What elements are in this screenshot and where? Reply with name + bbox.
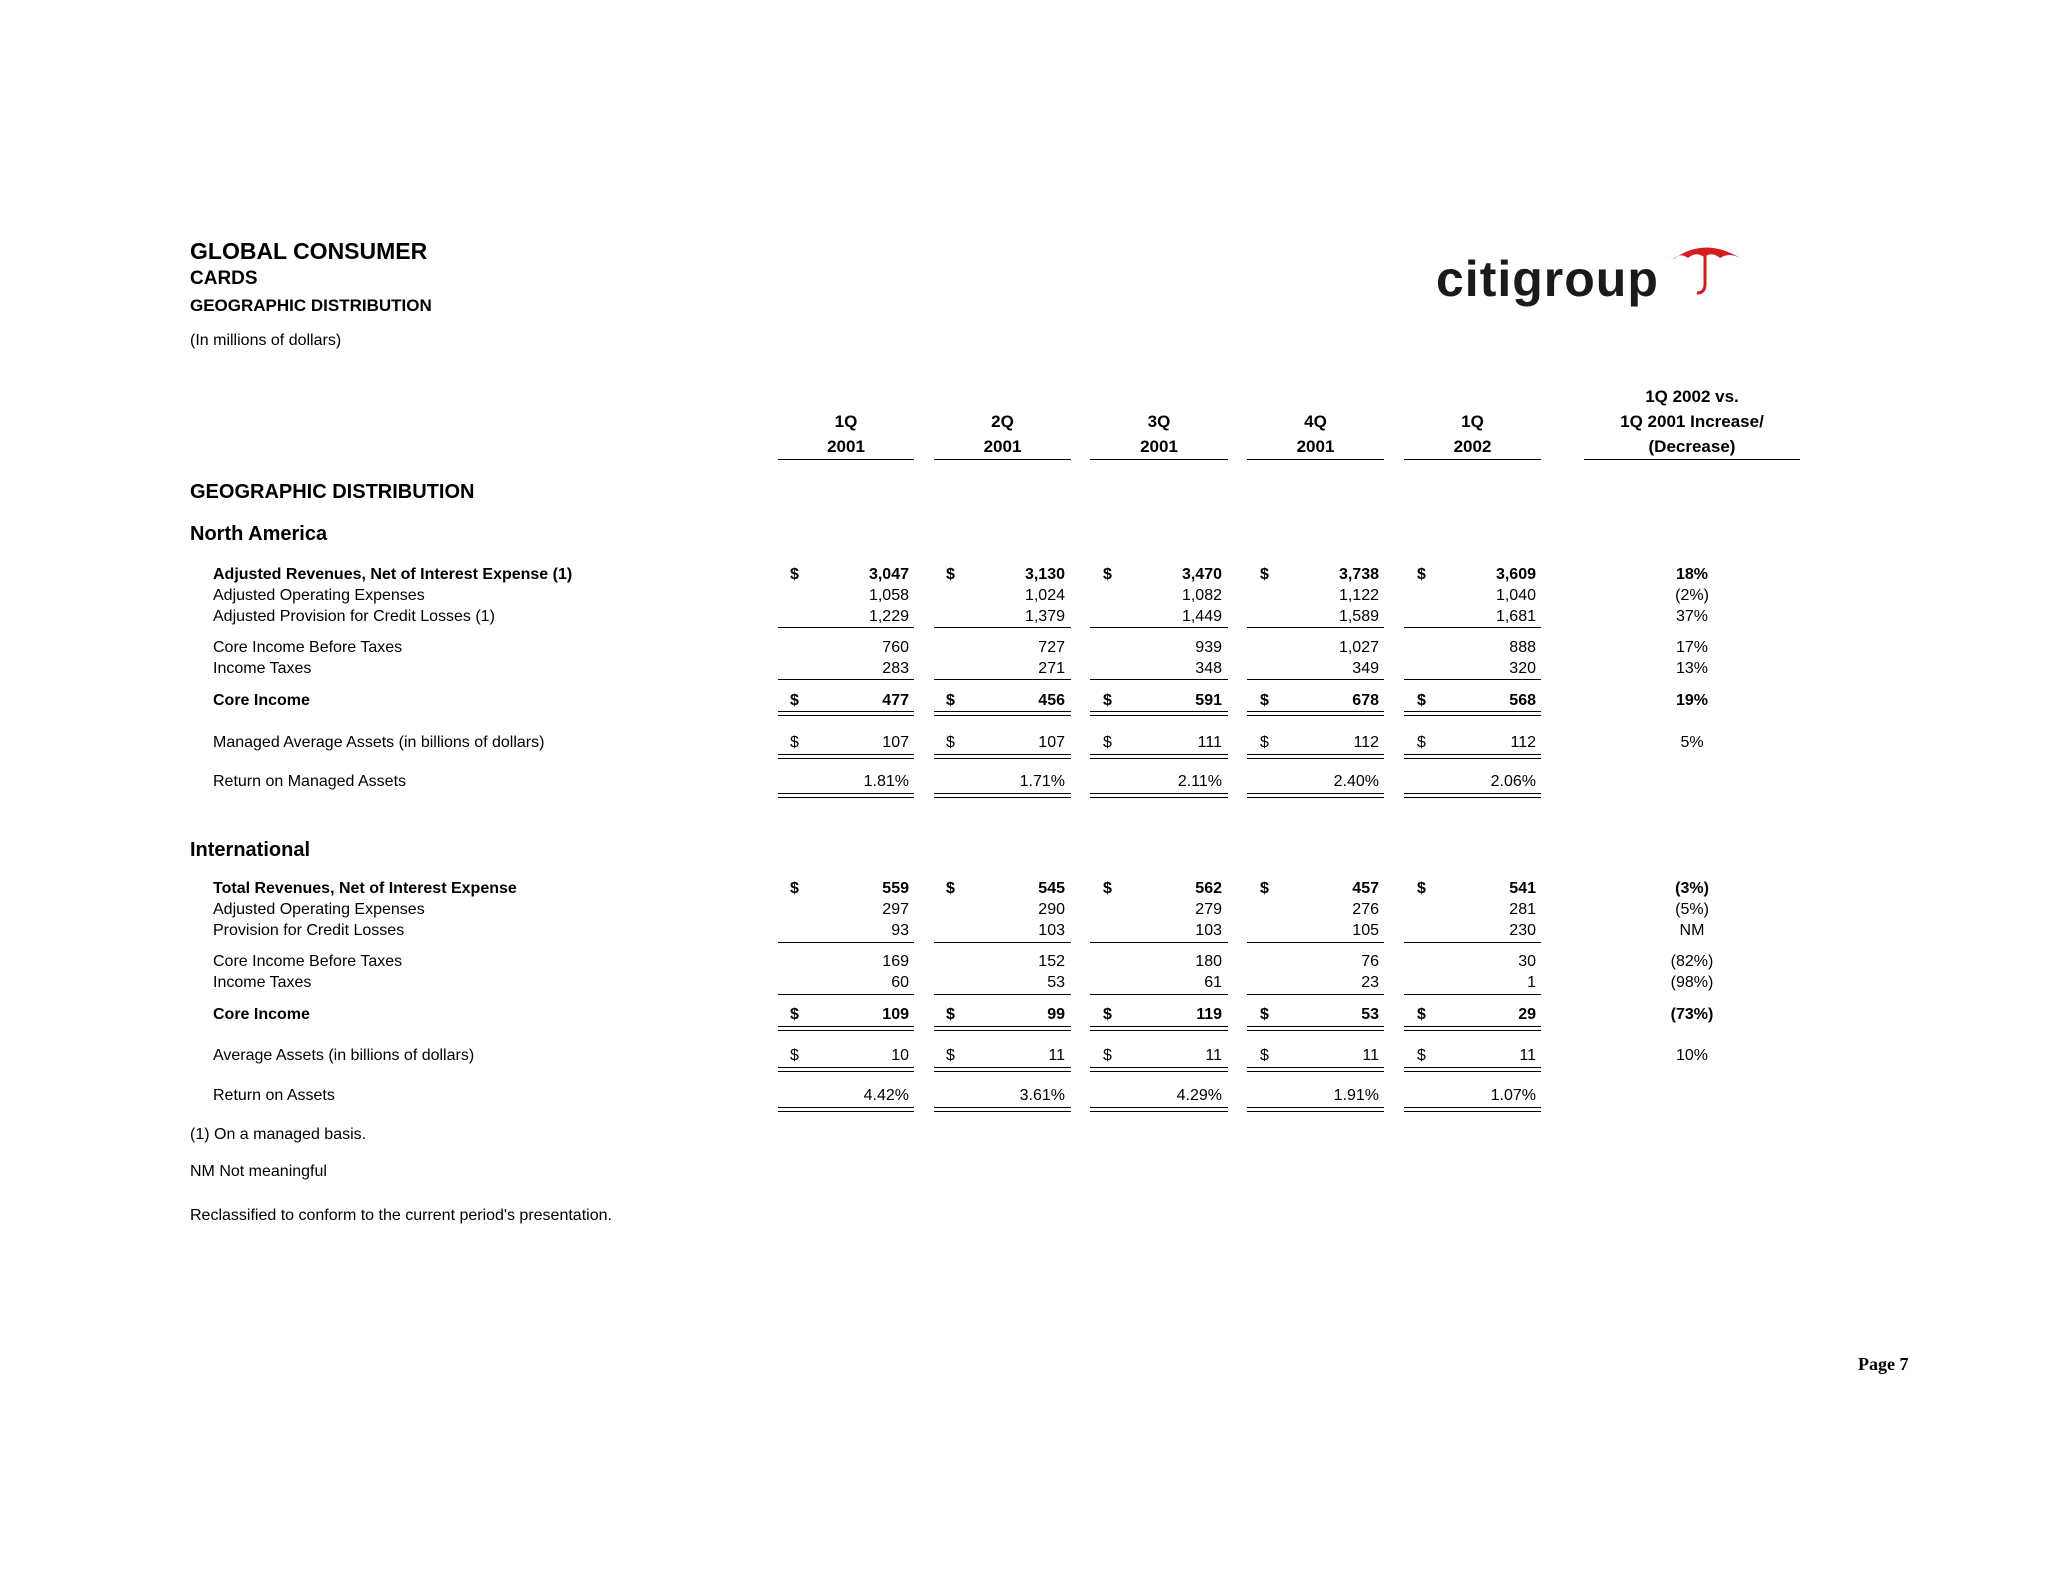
table-cell-value: 1,379 [1024, 608, 1065, 625]
currency-symbol: $ [1417, 566, 1426, 583]
subtotal-rule [1247, 627, 1384, 628]
table-cell-change: 18% [1675, 566, 1709, 583]
total-double-rule [934, 1067, 1071, 1068]
subtotal-rule [1090, 942, 1228, 943]
table-cell-value: 10 [891, 1047, 909, 1064]
total-double-rule [778, 1107, 914, 1108]
table-cell-value: 349 [1352, 660, 1379, 677]
table-row-label: Adjusted Operating Expenses [213, 587, 425, 604]
total-double-rule [1404, 754, 1541, 755]
table-row-label: Adjusted Operating Expenses [213, 901, 425, 918]
total-double-rule [934, 793, 1071, 794]
currency-symbol: $ [946, 734, 955, 751]
table-cell-value: 1,058 [868, 587, 909, 604]
table-cell-value: 2.40% [1333, 773, 1379, 790]
currency-symbol: $ [790, 692, 799, 709]
subtotal-rule [934, 679, 1071, 680]
table-cell-value: 23 [1361, 974, 1379, 991]
total-double-rule [1247, 754, 1384, 755]
change-header-line3: (Decrease) [1648, 437, 1736, 456]
table-cell-value: 112 [1510, 734, 1536, 751]
table-cell-value: 61 [1204, 974, 1222, 991]
total-double-rule [1090, 758, 1228, 759]
table-cell-value: 180 [1195, 953, 1222, 970]
total-double-rule [1090, 711, 1228, 712]
subtotal-rule [1404, 679, 1541, 680]
table-cell-value: 283 [882, 660, 909, 677]
table-cell-value: 760 [882, 639, 909, 656]
total-double-rule [1247, 797, 1384, 798]
table-row-label: Adjusted Provision for Credit Losses (1) [213, 608, 495, 625]
total-double-rule [1404, 715, 1541, 716]
total-double-rule [934, 715, 1071, 716]
total-double-rule [1247, 758, 1384, 759]
currency-symbol: $ [1103, 566, 1112, 583]
total-double-rule [934, 1111, 1071, 1112]
table-cell-value: 3,470 [1181, 566, 1222, 583]
total-double-rule [1247, 1030, 1384, 1031]
change-header-underline [1584, 459, 1800, 460]
column-header-year: 2002 [1453, 437, 1492, 456]
table-cell-value: 545 [1038, 880, 1065, 897]
table-cell-value: 888 [1509, 639, 1536, 656]
total-double-rule [1247, 1071, 1384, 1072]
subtotal-rule [934, 627, 1071, 628]
table-cell-value: 11 [1519, 1047, 1536, 1064]
total-double-rule [1090, 793, 1228, 794]
table-cell-value: 1.81% [863, 773, 909, 790]
table-cell-value: 1,024 [1024, 587, 1065, 604]
total-double-rule [1247, 711, 1384, 712]
currency-symbol: $ [1103, 734, 1112, 751]
total-double-rule [1090, 1030, 1228, 1031]
subtotal-rule [934, 942, 1071, 943]
table-cell-change: (2%) [1675, 587, 1709, 604]
column-header-quarter: 2Q [991, 412, 1014, 431]
table-cell-value: 230 [1509, 922, 1536, 939]
table-cell-value: 1,589 [1338, 608, 1379, 625]
subtotal-rule [778, 627, 914, 628]
table-cell-value: 281 [1509, 901, 1536, 918]
table-cell-value: 1.91% [1333, 1087, 1379, 1104]
table-cell-value: 727 [1038, 639, 1065, 656]
table-cell-value: 3,609 [1495, 566, 1536, 583]
total-double-rule [778, 715, 914, 716]
total-double-rule [1404, 758, 1541, 759]
table-cell-value: 3,130 [1024, 566, 1065, 583]
table-cell-value: 568 [1509, 692, 1536, 709]
total-double-rule [778, 797, 914, 798]
table-cell-value: 348 [1195, 660, 1222, 677]
subtotal-rule [1090, 627, 1228, 628]
total-double-rule [1090, 797, 1228, 798]
total-double-rule [1247, 715, 1384, 716]
subtotal-rule [1247, 942, 1384, 943]
table-cell-value: 99 [1047, 1006, 1065, 1023]
column-header-underline [778, 459, 914, 460]
total-double-rule [1090, 1071, 1228, 1072]
total-double-rule [778, 793, 914, 794]
table-cell-value: 290 [1038, 901, 1065, 918]
total-double-rule [1090, 715, 1228, 716]
table-cell-change: (82%) [1670, 953, 1714, 970]
column-header-underline [1090, 459, 1228, 460]
table-cell-value: 105 [1352, 922, 1379, 939]
table-cell-value: 109 [882, 1006, 909, 1023]
logo-wordmark: citigroup [1436, 251, 1659, 307]
page-title: GLOBAL CONSUMER [190, 238, 428, 264]
table-row-label: Core Income Before Taxes [213, 639, 403, 656]
table-cell-value: 2.06% [1490, 773, 1536, 790]
table-cell-value: 30 [1518, 953, 1536, 970]
total-double-rule [1247, 1111, 1384, 1112]
subtotal-rule [1247, 994, 1384, 995]
subtotal-rule [1090, 994, 1228, 995]
table-row-label: Income Taxes [213, 974, 312, 991]
table-cell-change: 19% [1675, 692, 1709, 709]
subtotal-rule [1404, 942, 1541, 943]
total-double-rule [934, 1071, 1071, 1072]
subtotal-rule [778, 942, 914, 943]
table-cell-value: 1,681 [1495, 608, 1536, 625]
table-cell-value: 457 [1352, 880, 1379, 897]
table-cell-value: 107 [882, 734, 909, 751]
table-cell-value: 939 [1195, 639, 1222, 656]
table-cell-value: 541 [1509, 880, 1536, 897]
table-row-label: Provision for Credit Losses [213, 922, 405, 939]
table-cell-value: 1.71% [1019, 773, 1065, 790]
total-double-rule [1247, 1026, 1384, 1027]
table-cell-value: 1,027 [1338, 639, 1379, 656]
footnote-managed-basis: (1) On a managed basis. [190, 1126, 367, 1143]
total-double-rule [1247, 1067, 1384, 1068]
total-double-rule [934, 797, 1071, 798]
total-double-rule [1404, 797, 1541, 798]
footnote-not-meaningful: NM Not meaningful [190, 1163, 327, 1180]
total-double-rule [1247, 793, 1384, 794]
table-cell-value: 112 [1353, 734, 1379, 751]
currency-symbol: $ [1103, 1006, 1112, 1023]
table-cell-change: (3%) [1675, 880, 1709, 897]
currency-symbol: $ [790, 566, 799, 583]
table-cell-value: 111 [1197, 734, 1222, 751]
table-cell-value: 1 [1527, 974, 1536, 991]
table-cell-change: 5% [1680, 734, 1704, 751]
table-cell-value: 591 [1195, 692, 1222, 709]
table-cell-value: 60 [891, 974, 909, 991]
column-header-underline [934, 459, 1071, 460]
table-cell-value: 103 [1195, 922, 1222, 939]
currency-symbol: $ [1260, 1006, 1269, 1023]
table-cell-value: 562 [1195, 880, 1222, 897]
column-header-year: 2001 [983, 437, 1022, 456]
table-row-label: Income Taxes [213, 660, 312, 677]
table-cell-value: 1,449 [1181, 608, 1222, 625]
subtotal-rule [934, 994, 1071, 995]
currency-symbol: $ [1260, 566, 1269, 583]
table-row-label: Core Income Before Taxes [213, 953, 403, 970]
change-header-line2: 1Q 2001 Increase/ [1620, 412, 1764, 431]
total-double-rule [1090, 754, 1228, 755]
table-row-label: Core Income [213, 1006, 310, 1023]
table-row-label: Core Income [213, 692, 310, 709]
column-header-year: 2001 [1296, 437, 1335, 456]
table-cell-value: 276 [1352, 901, 1379, 918]
table-cell-value: 3,738 [1338, 566, 1379, 583]
table-cell-value: 1,082 [1181, 587, 1222, 604]
total-double-rule [1404, 1107, 1541, 1108]
table-cell-value: 1,122 [1338, 587, 1379, 604]
total-double-rule [778, 754, 914, 755]
table-cell-value: 559 [882, 880, 909, 897]
table-row-label: Average Assets (in billions of dollars) [213, 1047, 475, 1064]
table-cell-value: 279 [1195, 901, 1222, 918]
table-cell-change: (5%) [1675, 901, 1709, 918]
currency-symbol: $ [946, 1006, 955, 1023]
total-double-rule [934, 758, 1071, 759]
table-cell-value: 11 [1362, 1047, 1379, 1064]
table-cell-change: NM [1679, 922, 1705, 939]
table-cell-value: 1.07% [1490, 1087, 1536, 1104]
column-header-underline [1247, 459, 1384, 460]
total-double-rule [778, 1111, 914, 1112]
table-cell-value: 1,040 [1495, 587, 1536, 604]
table-cell-value: 678 [1352, 692, 1379, 709]
footnote-reclassified: Reclassified to conform to the current period's presentation. [190, 1207, 612, 1224]
table-cell-value: 456 [1038, 692, 1065, 709]
currency-symbol: $ [790, 1047, 799, 1064]
table-cell-value: 29 [1518, 1006, 1536, 1023]
table-cell-value: 11 [1205, 1047, 1222, 1064]
table-cell-value: 107 [1038, 734, 1065, 751]
total-double-rule [1404, 1071, 1541, 1072]
total-double-rule [1090, 1111, 1228, 1112]
total-double-rule [778, 1030, 914, 1031]
table-cell-value: 11 [1048, 1047, 1065, 1064]
currency-symbol: $ [1103, 692, 1112, 709]
currency-symbol: $ [1260, 734, 1269, 751]
currency-symbol: $ [946, 880, 955, 897]
subtotal-rule [1090, 679, 1228, 680]
total-double-rule [934, 711, 1071, 712]
currency-symbol: $ [1417, 880, 1426, 897]
column-header-year: 2001 [1140, 437, 1178, 456]
currency-symbol: $ [1417, 1006, 1426, 1023]
total-double-rule [1090, 1026, 1228, 1027]
table-cell-change: 13% [1675, 660, 1709, 677]
table-cell-change: (73%) [1670, 1006, 1714, 1023]
table-cell-value: 93 [891, 922, 909, 939]
subtotal-rule [778, 679, 914, 680]
total-double-rule [1090, 1067, 1228, 1068]
subtotal-rule [778, 994, 914, 995]
table-cell-value: 1,229 [868, 608, 909, 625]
subtotal-rule [1404, 994, 1541, 995]
column-header-quarter: 1Q [834, 412, 858, 431]
table-cell-value: 169 [882, 953, 909, 970]
geographic-distribution-heading: GEOGRAPHIC DISTRIBUTION [190, 481, 475, 503]
column-header-underline [1404, 459, 1541, 460]
table-cell-value: 103 [1038, 922, 1065, 939]
column-header-quarter: 3Q [1147, 412, 1171, 431]
table-cell-value: 2.11% [1177, 773, 1222, 790]
change-header-line1: 1Q 2002 vs. [1645, 387, 1739, 406]
total-double-rule [778, 1071, 914, 1072]
table-cell-value: 152 [1038, 953, 1065, 970]
currency-symbol: $ [790, 734, 799, 751]
table-row-label: Return on Assets [213, 1087, 335, 1104]
currency-symbol: $ [946, 566, 955, 583]
page-number: Page 7 [1858, 1354, 1909, 1374]
currency-symbol: $ [1260, 880, 1269, 897]
table-cell-value: 297 [882, 901, 909, 918]
column-header-quarter: 4Q [1304, 412, 1327, 431]
total-double-rule [1404, 1026, 1541, 1027]
table-cell-value: 4.42% [863, 1087, 909, 1104]
table-cell-value: 3.61% [1019, 1087, 1065, 1104]
total-double-rule [1404, 793, 1541, 794]
table-row-label: Managed Average Assets (in billions of dollars) [213, 734, 545, 751]
total-double-rule [934, 1026, 1071, 1027]
currency-symbol: $ [790, 1006, 799, 1023]
total-double-rule [778, 1026, 914, 1027]
column-header-year: 2001 [827, 437, 865, 456]
currency-symbol: $ [1417, 1047, 1426, 1064]
section-subtitle-2: GEOGRAPHIC DISTRIBUTION [190, 296, 432, 315]
subtotal-rule [1404, 627, 1541, 628]
total-double-rule [778, 711, 914, 712]
table-cell-value: 4.29% [1176, 1087, 1222, 1104]
currency-symbol: $ [1417, 734, 1426, 751]
table-row-label: Adjusted Revenues, Net of Interest Expense (1) [213, 566, 573, 583]
total-double-rule [778, 758, 914, 759]
table-cell-value: 119 [1196, 1006, 1222, 1023]
table-cell-change: (98%) [1670, 974, 1714, 991]
table-cell-value: 271 [1038, 660, 1065, 677]
table-cell-change: 10% [1675, 1047, 1709, 1064]
total-double-rule [1090, 1107, 1228, 1108]
table-cell-value: 3,047 [868, 566, 909, 583]
table-cell-value: 320 [1509, 660, 1536, 677]
international-heading: International [190, 839, 311, 861]
currency-symbol: $ [790, 880, 799, 897]
table-cell-change: 17% [1675, 639, 1709, 656]
table-cell-value: 53 [1047, 974, 1065, 991]
column-header-quarter: 1Q [1461, 412, 1484, 431]
currency-symbol: $ [1260, 1047, 1269, 1064]
subtotal-rule [1247, 679, 1384, 680]
table-cell-change: 37% [1675, 608, 1709, 625]
table-row-label: Total Revenues, Net of Interest Expense [213, 880, 517, 897]
total-double-rule [1247, 1107, 1384, 1108]
total-double-rule [934, 1030, 1071, 1031]
table-cell-value: 477 [882, 692, 909, 709]
currency-symbol: $ [946, 692, 955, 709]
total-double-rule [1404, 1067, 1541, 1068]
total-double-rule [778, 1067, 914, 1068]
currency-symbol: $ [1260, 692, 1269, 709]
total-double-rule [934, 1107, 1071, 1108]
units-note: (In millions of dollars) [190, 332, 342, 349]
currency-symbol: $ [1103, 880, 1112, 897]
total-double-rule [1404, 1111, 1541, 1112]
north-america-heading: North America [190, 523, 328, 545]
currency-symbol: $ [1103, 1047, 1112, 1064]
table-cell-value: 53 [1361, 1006, 1379, 1023]
total-double-rule [934, 754, 1071, 755]
section-subtitle: CARDS [190, 268, 258, 289]
currency-symbol: $ [1417, 692, 1426, 709]
currency-symbol: $ [946, 1047, 955, 1064]
table-row-label: Return on Managed Assets [213, 773, 407, 790]
total-double-rule [1404, 1030, 1541, 1031]
table-cell-value: 76 [1361, 953, 1379, 970]
total-double-rule [1404, 711, 1541, 712]
